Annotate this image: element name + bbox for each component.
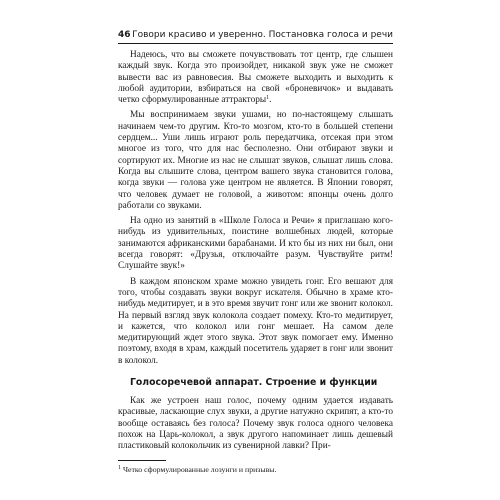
footnote-text: Четко сформулированные лозунги и призывы. [122,465,277,474]
running-head [118,28,393,44]
paragraph-text: Надеюсь, что вы сможете почувствовать тот центр, где слышен каждый звук. Когда это произойдет, никакой звук уже не сможет вывести вас из равновесия. Вы сможете выходить и выходить к любой аудитории, взбираться на свой «броневичок» и выдавать четко сформулированные аттракторы [118,50,393,106]
paragraph: На одно из занятий в «Школе Голоса и Речи» я приглашаю кого-нибудь из удивительных, поистине волшебных людей, которые занимаются африканскими барабанами. И кто бы из них ни был, они всегда говорят: «Друзья, отключайте разум. Чувствуйте ритм! Слушайте звук!» [118,216,393,272]
paragraph: Надеюсь, что вы сможете почувствовать тот центр, где слышен каждый звук. Когда это произойдет, никакой звук уже не сможет вывести вас из равновесия. Вы сможете выходить и выходить к любой аудитории, взбираться на свой «броневичок» и выдавать четко сформулированные аттракторы$^1$. [118,50,393,106]
page-number: 46 [118,30,131,40]
footnote-reference: 1 [266,95,270,102]
section-heading: Голосоречевой аппарат. Строение и функции [130,377,378,389]
footnote-block [118,460,393,475]
footnote-marker: 1 [118,465,121,471]
footnote-divider [118,460,166,461]
footnote [118,465,393,475]
running-head-title: Говори красиво и уверенно. Постановка голоса и речи [132,30,393,40]
paragraph: Мы воспринимаем звуки ушами, но по-настоящему слышать начинаем чем-то другим. Кто-то мозгом, кто-то в большей степени сердцем... Уши лишь играют роль передатчика, отсекая при этом многое из того, что для нас бесполезно. Они отбирают звуки и сортируют их. Многие из нас не слышат звуков, слышат лишь слова. Когда вы слышите слова, центром вашего звука становится голова, когда звуки — голова уже центром не является. В Японии говорят, что человек думает не головой, а животом: японцы очень долго работали со звуками. [118,110,393,211]
paragraph: В каждом японском храме можно увидеть гонг. Его вешают для того, чтобы создавать звуки вокруг искателя. Обычно в храме кто-нибудь медитирует, и в это время звучит гонг или же звонит колокол. На первый взгляд звук колокола создает помеху. Кто-то медитирует, и кажется, что колокол или гонг мешает. На самом деле медитирующий ждет этого звука. Этот звук помогает ему. Именно поэтому, входя в храм, каждый посетитель ударяет в гонг или звонит в колокол. [118,276,393,366]
paragraph: Как же устроен наш голос, почему одним удается издавать красивые, ласкающие слух звуки, а другие натужно скрипят, а кто-то вообще оставаясь без голоса? Почему звук голоса одного человека похож на Царь-колокол, а звук другого напоминает лишь дешевый пластиковый колокольчик из сувенирной лавки? При- [118,396,393,452]
body-text [118,50,393,457]
